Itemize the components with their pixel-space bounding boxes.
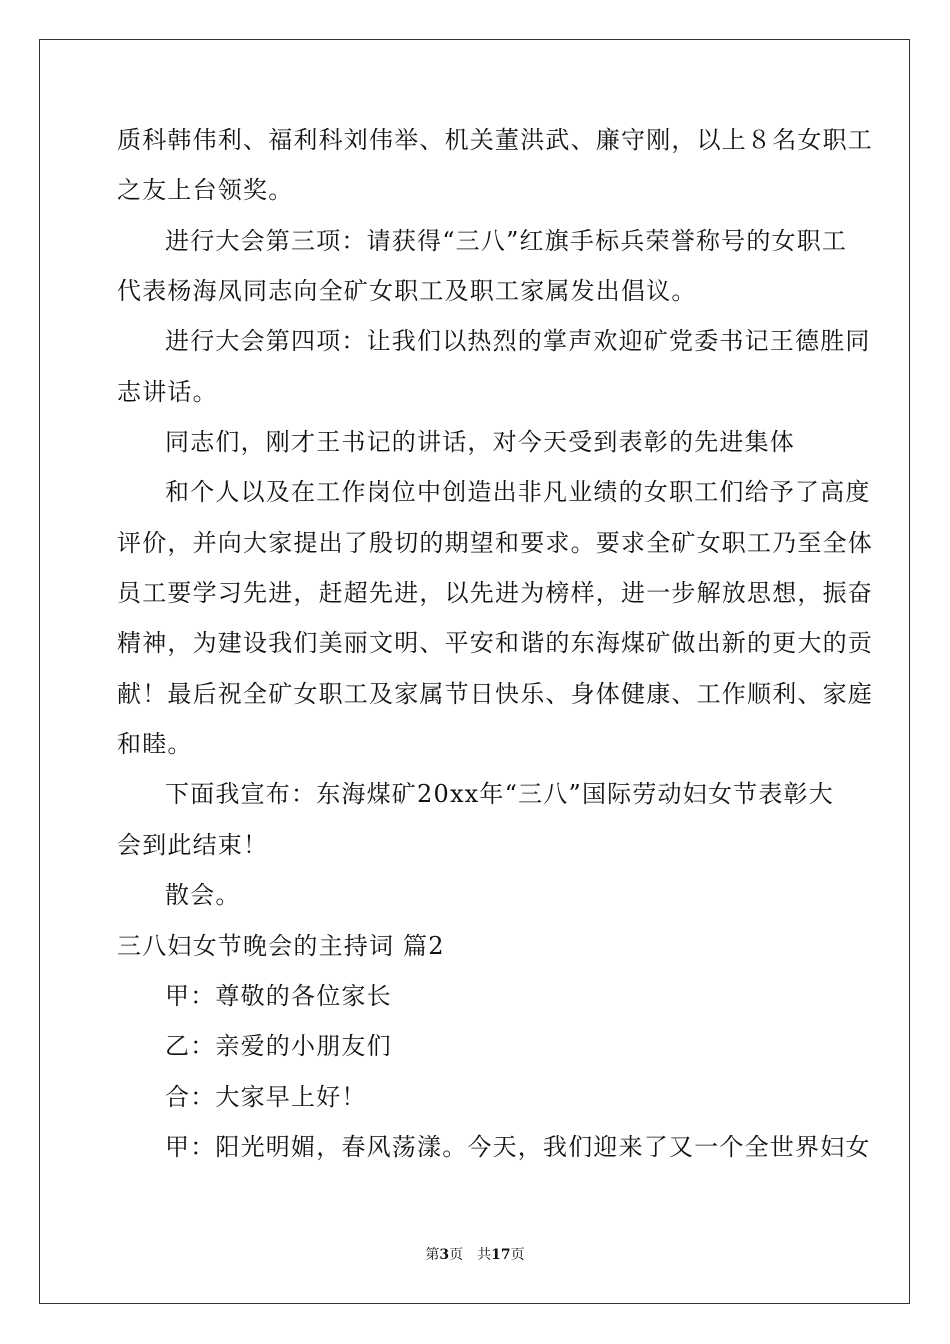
paragraph-line: 甲：阳光明媚，春风荡漾。今天，我们迎来了又一个全世界妇女 bbox=[165, 1132, 871, 1161]
page-prefix: 第 bbox=[425, 1247, 440, 1263]
paragraph-line: 合：大家早上好！ bbox=[165, 1082, 367, 1111]
page-current: 3 bbox=[439, 1247, 450, 1263]
paragraph-line: 和个人以及在工作岗位中创造出非凡业绩的女职工们给予了高度 bbox=[165, 478, 871, 507]
paragraph-line: 之友上台领奖。 bbox=[117, 176, 294, 205]
paragraph-line: 志讲话。 bbox=[117, 377, 218, 406]
paragraph-line: 乙：亲爱的小朋友们 bbox=[165, 1032, 392, 1061]
paragraph-line: 质科韩伟利、福利科刘伟举、机关董洪武、廉守刚，以上８名女职工 bbox=[117, 126, 873, 154]
total-suffix: 页 bbox=[510, 1247, 525, 1263]
paragraph-line: 下面我宣布：东海煤矿20xx年“三八”国际劳动妇女节表彰大 bbox=[165, 780, 834, 809]
paragraph-line: 员工要学习先进，赶超先进，以先进为榜样，进一步解放思想，振奋 bbox=[117, 579, 873, 608]
section-heading: 三八妇女节晚会的主持词 篇2 bbox=[117, 931, 445, 960]
page-total: 17 bbox=[491, 1247, 511, 1263]
paragraph-line: 甲：尊敬的各位家长 bbox=[165, 981, 392, 1010]
paragraph-line: 评价，并向大家提出了殷切的期望和要求。要求全矿女职工乃至全体 bbox=[117, 528, 873, 557]
paragraph-line: 代表杨海凤同志向全矿女职工及职工家属发出倡议。 bbox=[117, 277, 697, 306]
paragraph-line: 会到此结束！ bbox=[117, 830, 269, 859]
paragraph-line: 进行大会第三项：请获得“三八”红旗手标兵荣誉称号的女职工 bbox=[165, 226, 848, 255]
paragraph-line: 同志们，刚才王书记的讲话，对今天受到表彰的先进集体 bbox=[165, 428, 795, 457]
paragraph-line: 进行大会第四项：让我们以热烈的掌声欢迎矿党委书记王德胜同 bbox=[165, 327, 871, 356]
document-body bbox=[117, 126, 873, 1185]
page-suffix: 页 bbox=[449, 1247, 464, 1263]
paragraph-line: 精神，为建设我们美丽文明、平安和谐的东海煤矿做出新的更大的贡 bbox=[117, 629, 873, 658]
total-prefix: 共 bbox=[477, 1247, 492, 1263]
paragraph-line: 和睦。 bbox=[117, 730, 193, 759]
paragraph-line: 献！最后祝全矿女职工及家属节日快乐、身体健康、工作顺利、家庭 bbox=[117, 679, 873, 708]
paragraph-line: 散会。 bbox=[165, 881, 241, 910]
page-footer bbox=[0, 1247, 950, 1263]
